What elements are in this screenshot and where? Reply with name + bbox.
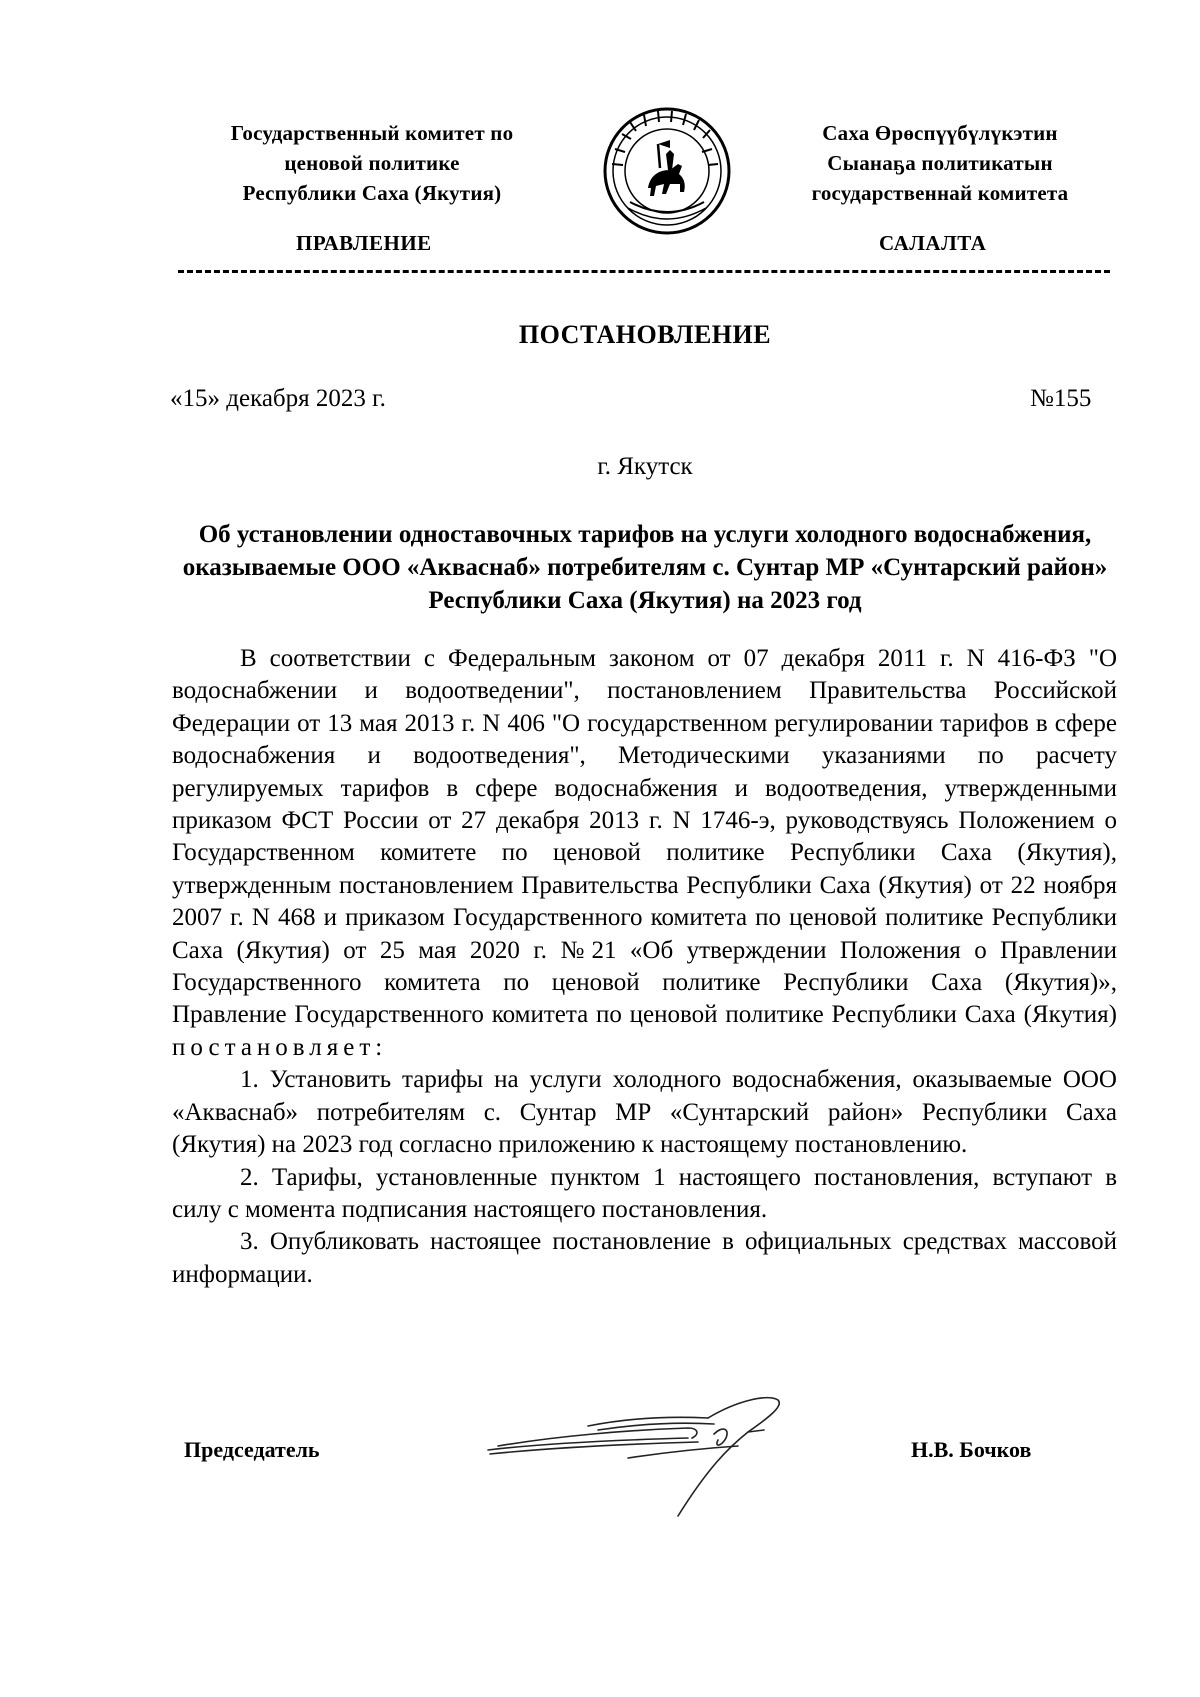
issuer-line: Саха Өрөспүүбүлүкэтин [822, 121, 1058, 145]
document-subject: Об установлении одноставочных тарифов на услуги холодного водоснабжения, оказываемые ООО «Акваснаб» потребителям с. Сунтар МР «Сунтарский район» Республики Саха (Якутия) на 2023 год [182, 521, 1108, 614]
issuer-line: государственнай комитета [811, 181, 1069, 205]
preamble-text: В соответствии с Федеральным законом от 07 декабря 2011 г. N 416-ФЗ "О водоснабжении и водоотведении", постановлением Правительства Российской Федерации от 13 мая 2013 г. N 406 "О государственном регулировании тарифов в сфере водоснабжения и водоотведения", Методическими указаниями по расчету регулируемых тарифов в сфере водоснабжения и водоотведения, утвержденными приказом ФСТ России от 27 декабря 2013 г. N 1746-э, руководствуясь Положением о Государственном комитете по ценовой политике Республики Саха (Якутия), утвержденным постановлением Правительства Республики Саха (Якутия) от 22 ноября 2007 г. N 468 и приказом Государственного комитета по ценовой политике Республики Саха (Якутия) от 25 мая 2020 г. №21 «Об утверждении Положения о Правлении Государственного комитета по ценовой политике Республики Саха (Якутия)», Правление Государственного комитета по ценовой политике Республики Саха (Якутия) [172, 645, 1117, 1029]
document-city: г. Якутск [597, 453, 693, 480]
issuer-name-yakut [760, 118, 1120, 208]
document-number: №155 [1030, 385, 1092, 412]
header-divider [178, 270, 1110, 273]
issuer-line: Сыанаҕа политикатын [827, 151, 1053, 175]
issuer-name-russian [178, 118, 566, 208]
signatory-position: Председатель [184, 1437, 320, 1462]
resolution-item: 1. Установить тарифы на услуги холодного водоснабжения, оказываемые ООО «Акваснаб» потребителям с. Сунтар МР «Сунтарский район» Республики Саха (Якутия) на 2023 год согласно приложению к настоящему постановлению. [172, 1066, 1117, 1159]
issuer-line: ценовой политике [284, 151, 460, 175]
board-label-yakut: САЛАЛТА [879, 231, 987, 255]
handwritten-signature-icon [478, 1388, 798, 1528]
preamble-paragraph [172, 643, 1117, 1064]
document-type-title: ПОСТАНОВЛЕНИЕ [518, 320, 772, 349]
board-label-russian: ПРАВЛЕНИЕ [296, 231, 432, 255]
resolution-item: 2. Тарифы, установленные пунктом 1 настоящего постановления, вступают в силу с момента подписания настоящего постановления. [172, 1163, 1117, 1223]
issuer-line: Государственный комитет по [230, 121, 514, 145]
resolution-item: 3. Опубликовать настоящее постановление в официальных средствах массовой информации. [172, 1228, 1117, 1288]
document-body [172, 643, 1117, 1291]
resolves-word: постановляет: [172, 1033, 388, 1061]
issuer-line: Республики Саха (Якутия) [242, 181, 502, 205]
signatory-name: Н.В. Бочков [911, 1437, 1032, 1462]
document-date: «15» декабря 2023 г. [170, 385, 386, 412]
coat-of-arms-emblem-icon [600, 104, 734, 238]
